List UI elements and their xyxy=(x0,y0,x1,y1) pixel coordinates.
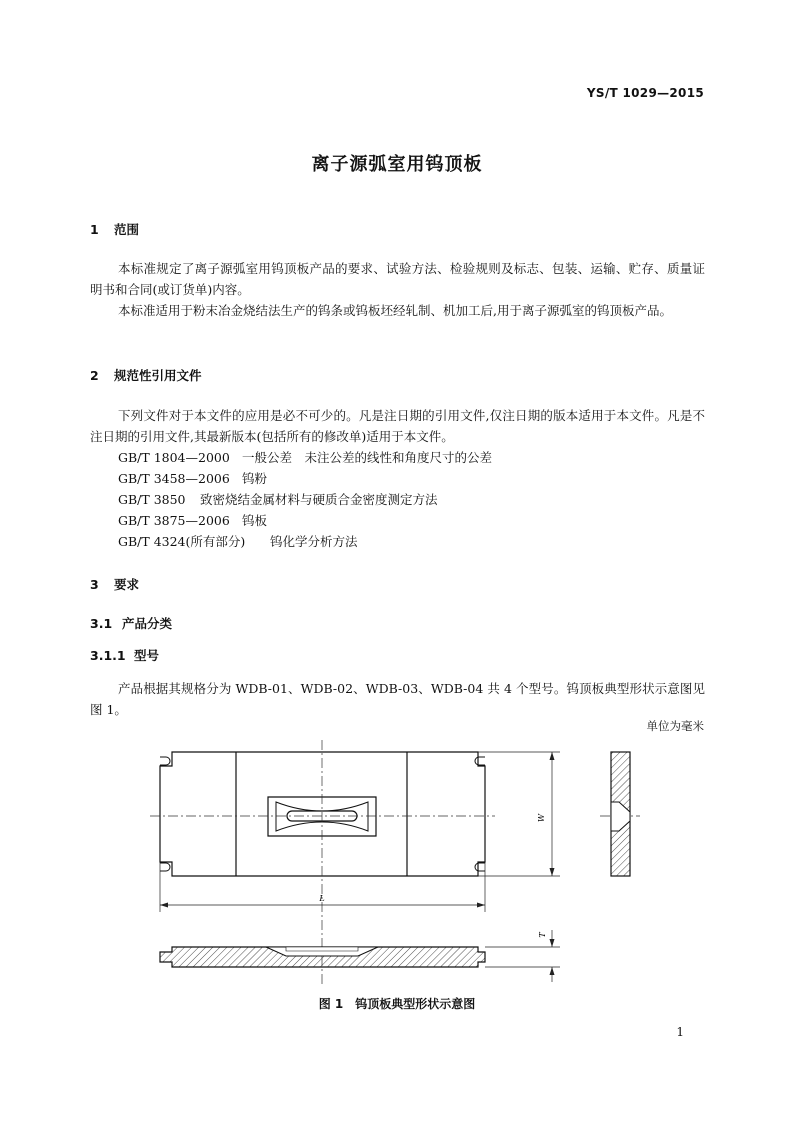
section-1-para-1: 本标准规定了离子源弧室用钨顶板产品的要求、试验方法、检验规则及标志、包装、运输、贮存、质量证明书和合同(或订货单)内容。 xyxy=(90,261,705,297)
section-title: 要求 xyxy=(114,577,140,592)
section-title: 型号 xyxy=(134,648,160,663)
unit-note: 单位为毫米 xyxy=(646,719,704,733)
section-number: 1 xyxy=(90,222,99,237)
figure-caption: 图 1 钨顶板典型形状示意图 xyxy=(318,997,476,1011)
dimension-l xyxy=(160,862,485,912)
section-2-intro: 下列文件对于本文件的应用是必不可少的。凡是注日期的引用文件,仅注日期的版本适用于本文件。凡是不注日期的引用文件,其最新版本(包括所有的修改单)适用于本文件。 xyxy=(90,408,705,444)
dimension-l-label: L xyxy=(319,894,325,903)
page-title: 离子源弧室用钨顶板 xyxy=(311,154,483,175)
top-view xyxy=(160,752,485,876)
section-title: 产品分类 xyxy=(122,616,173,631)
section-number: 2 xyxy=(90,368,99,383)
dimension-w-label: W xyxy=(537,813,546,823)
reference-title: 一般公差 未注公差的线性和角度尺寸的公差 xyxy=(242,450,493,465)
standard-code: YS/T 1029—2015 xyxy=(586,86,704,100)
section-title: 规范性引用文件 xyxy=(114,368,202,383)
section-3-1-1-para: 产品根据其规格分为 WDB-01、WDB-02、WDB-03、WDB-04 共 4 个型号。钨顶板典型形状示意图见图 1。 xyxy=(90,681,705,717)
dimension-t-label: T xyxy=(538,932,547,938)
section-view xyxy=(160,947,485,967)
section-number: 3.1.1 xyxy=(90,648,126,663)
dimension-w xyxy=(478,752,560,876)
page-number: 1 xyxy=(676,1025,684,1039)
reference-title: 钨板 xyxy=(242,513,268,528)
reference-code: GB/T 3850 xyxy=(118,492,186,507)
section-title: 范围 xyxy=(114,222,140,237)
reference-code: GB/T 4324(所有部分) xyxy=(118,534,246,549)
section-number: 3.1 xyxy=(90,616,113,631)
section-number: 3 xyxy=(90,577,99,592)
reference-title: 钨粉 xyxy=(242,471,268,486)
reference-code: GB/T 1804—2000 xyxy=(118,450,230,465)
reference-code: GB/T 3458—2006 xyxy=(118,471,230,486)
reference-title: 钨化学分析方法 xyxy=(270,534,358,549)
section-1-para-2: 本标准适用于粉末冶金烧结法生产的钨条或钨板坯经轧制、机加工后,用于离子源弧室的钨顶板产品。 xyxy=(118,303,672,318)
dimension-t xyxy=(485,930,560,982)
side-view xyxy=(611,752,630,876)
reference-title: 致密烧结金属材料与硬质合金密度测定方法 xyxy=(200,492,438,507)
reference-code: GB/T 3875—2006 xyxy=(118,513,230,528)
